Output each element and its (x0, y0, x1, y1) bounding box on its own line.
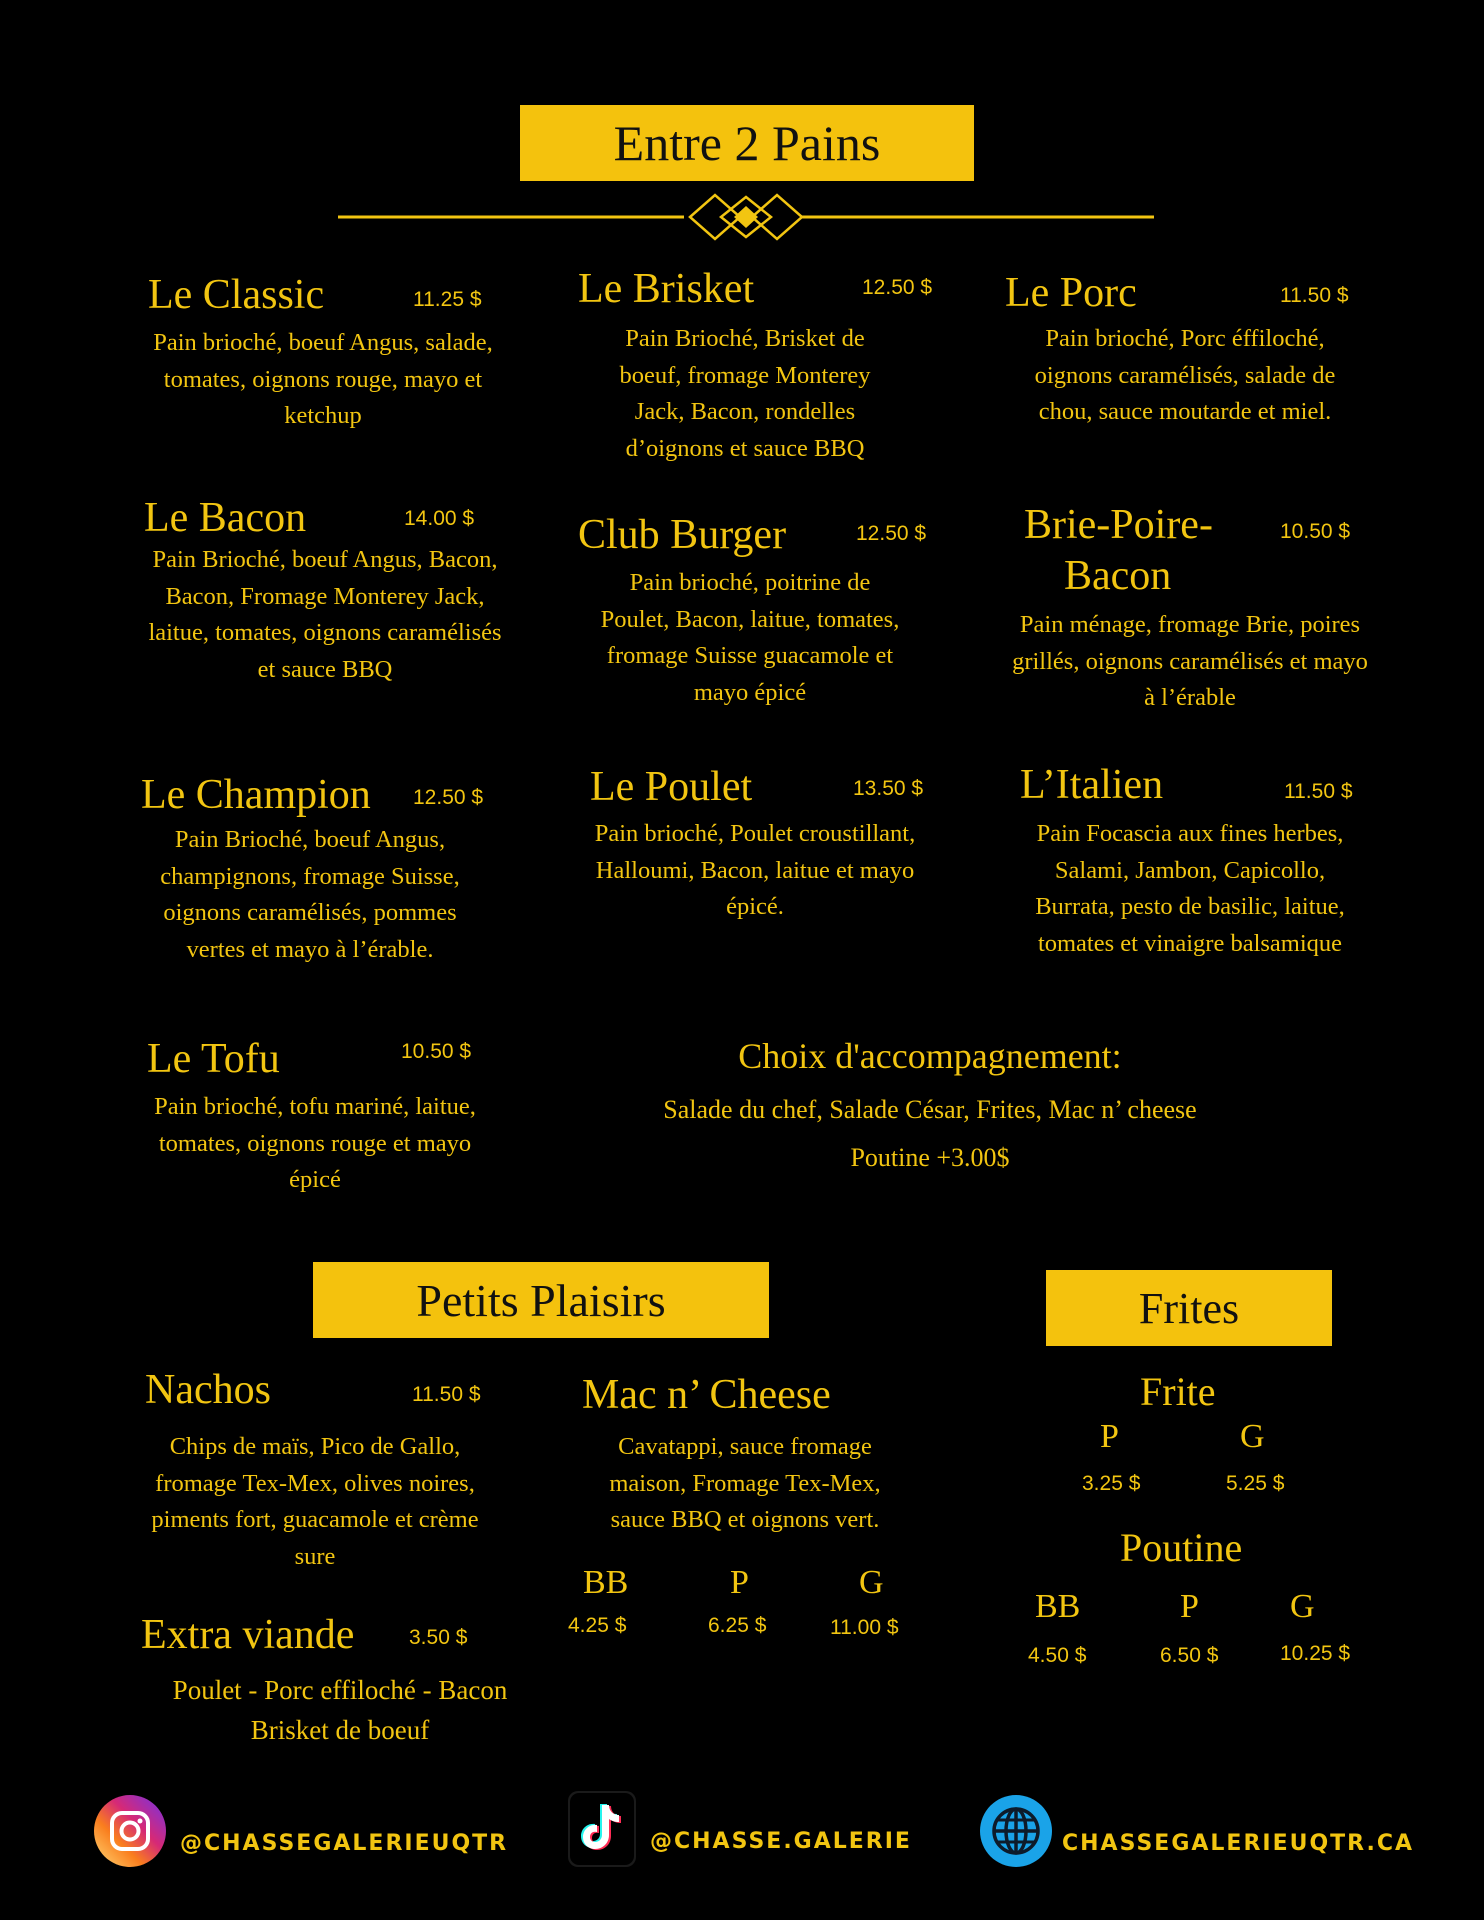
item-price: 10.50 $ (1280, 520, 1351, 543)
item-name: Le Tofu (147, 1036, 280, 1082)
ornament-divider (338, 192, 1154, 242)
poutine-size-p-price: 6.50 $ (1160, 1644, 1219, 1667)
mac-size-g-label: G (859, 1564, 884, 1601)
item-description: Pain Brioché, boeuf Angus, champignons, fromage Suisse, oignons caramélisés, pommes vertes et mayo à l’érable. (160, 826, 460, 963)
item-name: Le Poulet (590, 764, 753, 810)
frite-size-p-label: P (1100, 1418, 1119, 1455)
item-description: Pain brioché, boeuf Angus, salade, tomates, oignons rouge, mayo et ketchup (153, 329, 493, 429)
frite-title: Frite (1140, 1369, 1216, 1414)
poutine-size-bb-label: BB (1035, 1588, 1081, 1625)
poutine-size-bb-price: 4.50 $ (1028, 1644, 1087, 1667)
mac-size-p-label: P (730, 1564, 749, 1601)
sides-options: Salade du chef, Salade César, Frites, Mac n’ cheese (663, 1095, 1197, 1124)
item-description: Pain Brioché, boeuf Angus, Bacon, Bacon, Fromage Monterey Jack, laitue, tomates, oignons caramélisés et sauce BBQ (148, 546, 502, 683)
item-description: Pain ménage, fromage Brie, poires grillés, oignons caramélisés et mayo à l’érable (1012, 611, 1368, 711)
item-description: Pain Focascia aux fines herbes, Salami, Jambon, Capicollo, Burrata, pesto de basilic, laitue, tomates et vinaigre balsamique (1035, 820, 1345, 957)
sides-title: Choix d'accompagnement: (738, 1036, 1122, 1076)
mac-size-bb-label: BB (583, 1564, 629, 1601)
globe-icon[interactable] (980, 1795, 1052, 1867)
item-description: Cavatappi, sauce fromage maison, Fromage Tex-Mex, sauce BBQ et oignons vert. (609, 1433, 881, 1533)
item-description: Chips de maïs, Pico de Gallo, fromage Tex-Mex, olives noires, piments fort, guacamole et crème sure (151, 1433, 479, 1570)
petits-plaisirs-banner (313, 1262, 769, 1338)
item-name: Le Champion (141, 772, 371, 818)
item-name: Extra viande (141, 1612, 355, 1658)
item-price: 11.50 $ (1280, 284, 1349, 307)
item-name: Le Classic (148, 272, 325, 318)
poutine-size-p-label: P (1180, 1588, 1199, 1625)
item-description-line-1: Poulet - Porc effiloché - Bacon (172, 1675, 508, 1705)
item-description: Pain brioché, tofu mariné, laitue, tomates, oignons rouge et mayo épicé (154, 1093, 476, 1193)
instagram-icon[interactable] (94, 1795, 166, 1867)
item-price: 3.50 $ (409, 1626, 468, 1649)
tiktok-icon[interactable] (568, 1791, 636, 1867)
sides-section (590, 1035, 1270, 1173)
item-description: Pain Brioché, Brisket de boeuf, fromage Monterey Jack, Bacon, rondelles d’oignons et sauce BBQ (619, 325, 871, 462)
item-price: 11.50 $ (1284, 780, 1353, 803)
item-name: Club Burger (578, 512, 787, 558)
item-price: 11.50 $ (412, 1383, 481, 1406)
instagram-handle[interactable]: @CHASSEGALERIEUQTR (180, 1831, 509, 1856)
mac-size-g-price: 11.00 $ (830, 1616, 899, 1639)
section-title: Petits Plaisirs (416, 1274, 666, 1326)
item-name: Le Porc (1005, 270, 1137, 316)
item-price: 12.50 $ (856, 522, 927, 545)
page-title: Entre 2 Pains (613, 115, 881, 171)
item-description: Pain brioché, Porc éffiloché, oignons caramélisés, salade de chou, sauce moutarde et miel. (1034, 325, 1336, 425)
section-title: Frites (1138, 1283, 1240, 1333)
item-price: 13.50 $ (853, 777, 924, 800)
item-name: Le Bacon (144, 495, 307, 541)
poutine-size-g-label: G (1290, 1588, 1315, 1625)
item-description-line-2: Brisket de boeuf (250, 1715, 430, 1745)
item-price: 12.50 $ (413, 786, 484, 809)
mac-size-p-price: 6.25 $ (708, 1614, 767, 1637)
item-name: Nachos (145, 1367, 271, 1413)
item-price: 14.00 $ (404, 507, 475, 530)
item-name: Mac n’ Cheese (582, 1372, 831, 1418)
item-description: Pain brioché, poitrine de Poulet, Bacon, laitue, tomates, fromage Suisse guacamole et mayo épicé (600, 569, 900, 706)
item-description: Pain brioché, Poulet croustillant, Halloumi, Bacon, laitue et mayo épicé. (594, 820, 916, 920)
item-name: L’Italien (1020, 762, 1164, 808)
tiktok-handle[interactable]: @CHASSE.GALERIE (650, 1829, 912, 1854)
title-banner (520, 105, 974, 181)
item-price: 12.50 $ (862, 276, 933, 299)
website-link[interactable]: CHASSEGALERIEUQTR.CA (1062, 1831, 1415, 1856)
frites-banner (1046, 1270, 1332, 1346)
frite-size-p-price: 3.25 $ (1082, 1472, 1141, 1495)
frite-size-g-price: 5.25 $ (1226, 1472, 1285, 1495)
item-price: 10.50 $ (401, 1040, 472, 1063)
item-price: 11.25 $ (413, 288, 482, 311)
item-name: Le Brisket (578, 266, 755, 312)
poutine-size-g-price: 10.25 $ (1280, 1642, 1351, 1665)
poutine-title: Poutine (1120, 1525, 1243, 1570)
sides-poutine: Poutine +3.00$ (850, 1143, 1010, 1172)
mac-size-bb-price: 4.25 $ (568, 1614, 627, 1637)
frite-size-g-label: G (1240, 1418, 1265, 1455)
item-name-line-1: Brie-Poire- (1024, 502, 1213, 548)
item-name-line-2: Bacon (1064, 553, 1172, 599)
